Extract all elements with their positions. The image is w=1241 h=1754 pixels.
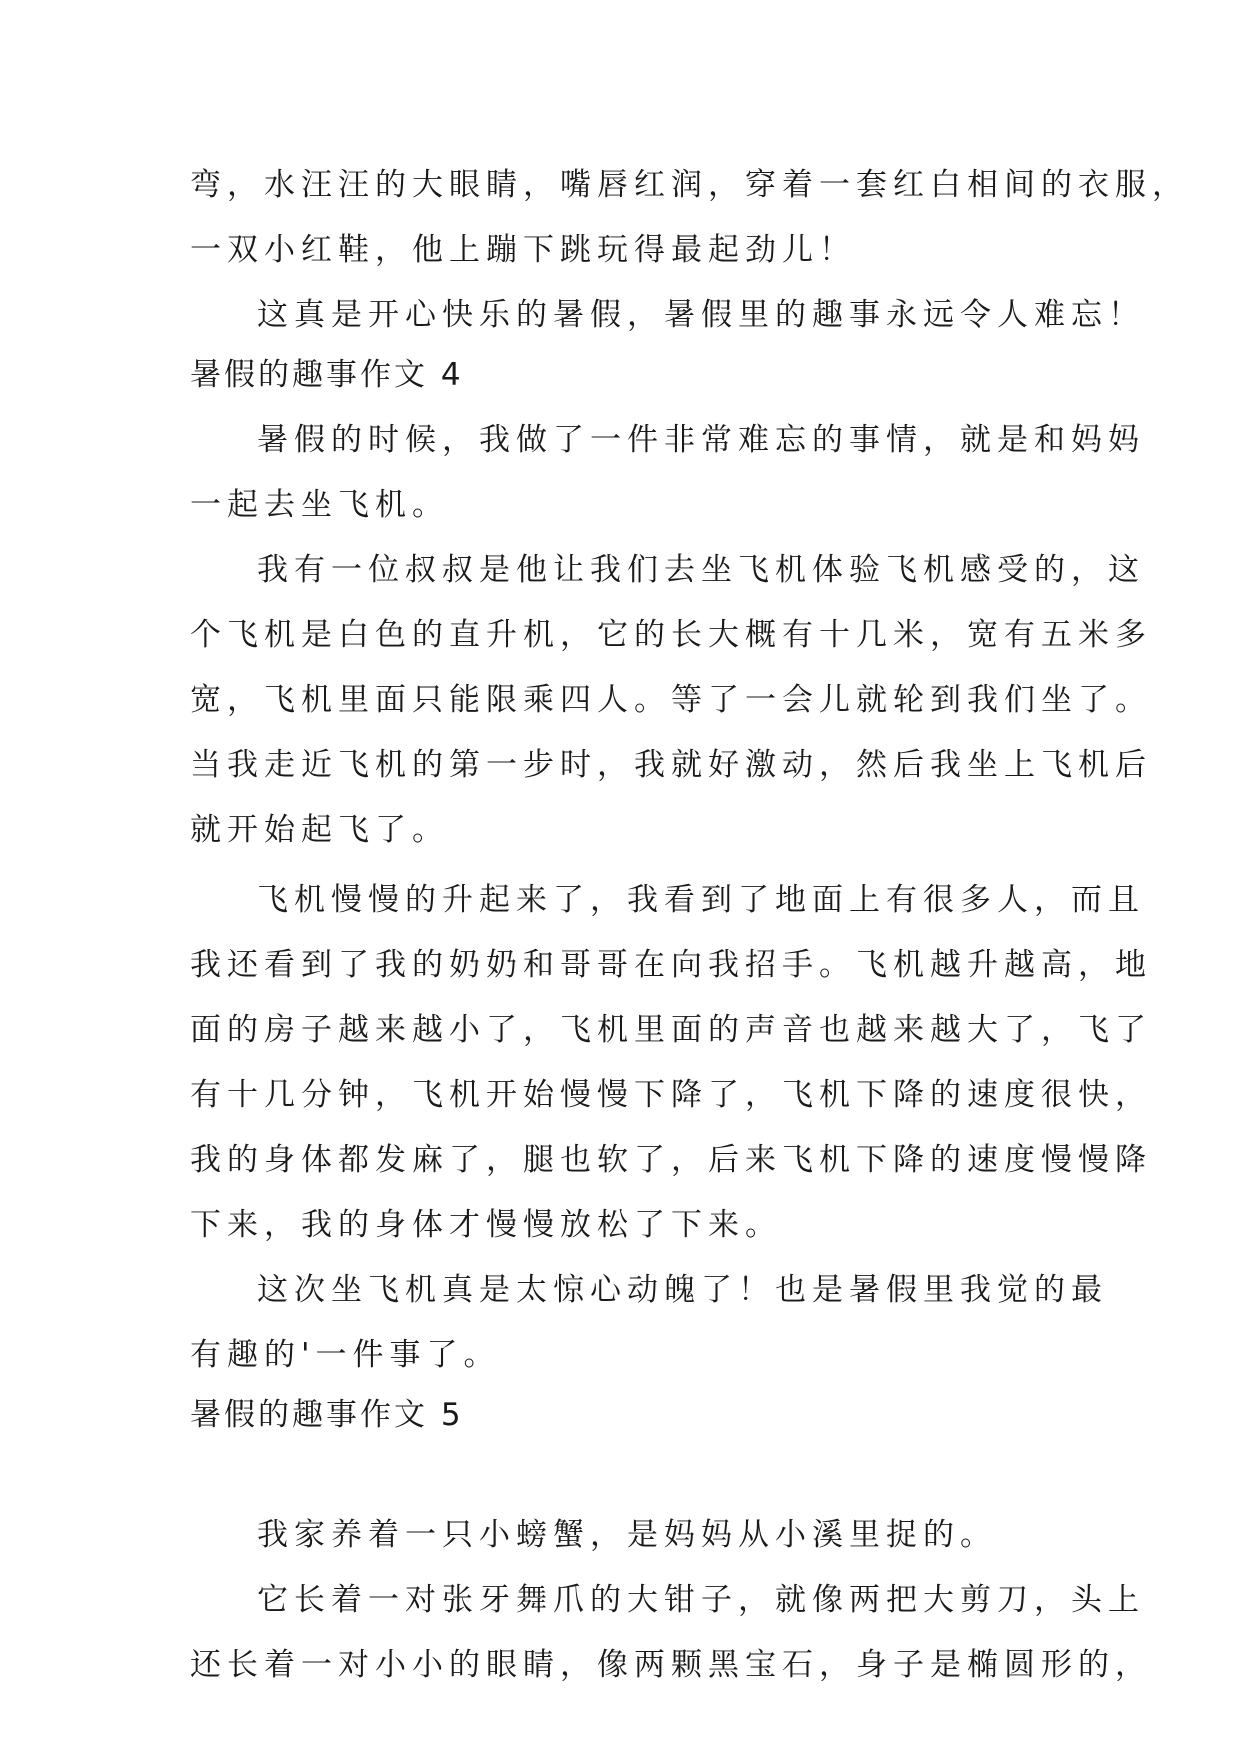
text-line: 暑假的时候，我做了一件非常难忘的事情，就是和妈妈	[257, 422, 1145, 458]
text-line: 弯，水汪汪的大眼睛，嘴唇红润，穿着一套红白相间的衣服，	[190, 167, 1189, 203]
section-heading: 暑假的趣事作文 4	[190, 357, 464, 393]
text-line: 这次坐飞机真是太惊心动魄了！也是暑假里我觉的最	[257, 1272, 1108, 1308]
text-line: 我有一位叔叔是他让我们去坐飞机体验飞机感受的，这	[257, 552, 1145, 588]
text-line: 一起去坐飞机。	[190, 487, 449, 523]
text-line: 下来，我的身体才慢慢放松了下来。	[190, 1207, 782, 1243]
text-line: 当我走近飞机的第一步时，我就好激动，然后我坐上飞机后	[190, 747, 1152, 783]
text-line: 宽，飞机里面只能限乘四人。等了一会儿就轮到我们坐了。	[190, 682, 1152, 718]
text-line: 就开始起飞了。	[190, 812, 449, 848]
text-line: 我还看到了我的奶奶和哥哥在向我招手。飞机越升越高，地	[190, 947, 1152, 983]
text-line: 还长着一对小小的眼睛，像两颗黑宝石，身子是椭圆形的，	[190, 1647, 1152, 1683]
text-line: 面的房子越来越小了，飞机里面的声音也越来越大了，飞了	[190, 1012, 1152, 1048]
section-heading: 暑假的趣事作文 5	[190, 1397, 464, 1433]
text-line: 这真是开心快乐的暑假，暑假里的趣事永远令人难忘！	[257, 297, 1145, 333]
text-line: 它长着一对张牙舞爪的大钳子，就像两把大剪刀，头上	[257, 1582, 1145, 1618]
text-line: 飞机慢慢的升起来了，我看到了地面上有很多人，而且	[257, 882, 1145, 918]
text-line: 一双小红鞋，他上蹦下跳玩得最起劲儿！	[190, 232, 856, 268]
text-line: 个飞机是白色的直升机，它的长大概有十几米，宽有五米多	[190, 617, 1152, 653]
text-line: 我的身体都发麻了，腿也软了，后来飞机下降的速度慢慢降	[190, 1142, 1152, 1178]
text-line: 有趣的'一件事了。	[190, 1337, 501, 1373]
text-line: 我家养着一只小螃蟹，是妈妈从小溪里捉的。	[257, 1517, 997, 1553]
text-line: 有十几分钟，飞机开始慢慢下降了，飞机下降的速度很快，	[190, 1077, 1152, 1113]
